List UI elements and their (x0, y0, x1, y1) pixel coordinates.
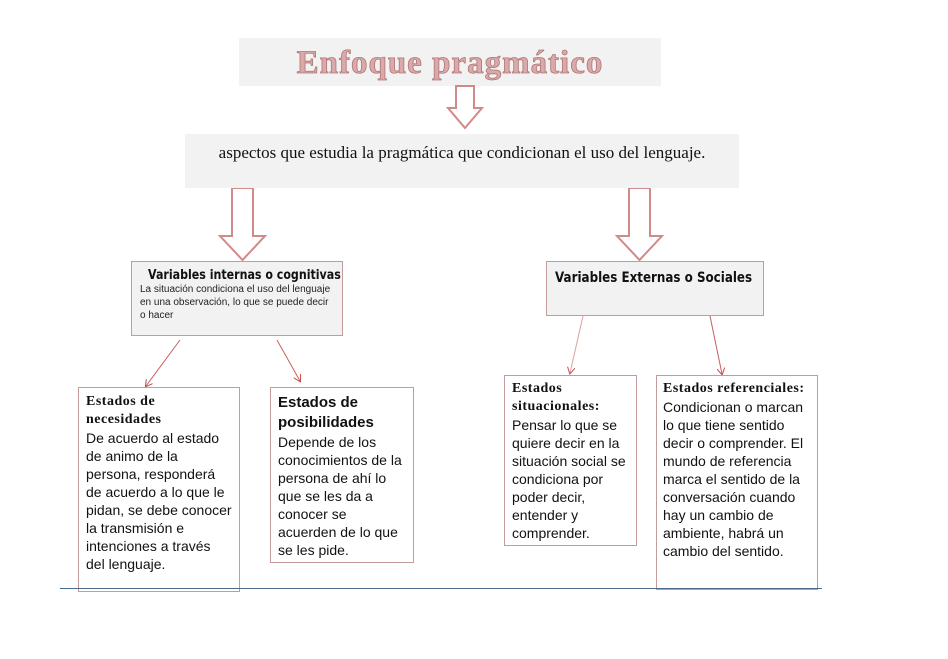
external-variables-box (546, 261, 764, 316)
situational-text: Pensar lo que se quiere decir en la situación social se condiciona por poder decir, entender y comprender. (512, 417, 626, 541)
external-heading: Variables Externas o Sociales (555, 270, 753, 286)
needs-box (78, 387, 240, 592)
connector-line (277, 340, 300, 381)
situational-heading: Estados situacionales: (512, 381, 600, 414)
connector-line (710, 316, 722, 374)
subtitle-box (185, 134, 739, 188)
referential-text: Condicionan o marcan lo que tiene sentido decir o comprender. El mundo de referencia marca el sentido de la conversación cuando hay un cambio de ambiente, habrá un cambio del sentido. (663, 399, 804, 559)
referential-heading: Estados referenciales: (663, 381, 805, 396)
needs-heading: Estados de necesidades (86, 394, 162, 427)
down-arrow-icon (617, 188, 662, 260)
referential-box (656, 375, 818, 590)
possibilities-heading: Estados de posibilidades (278, 394, 374, 431)
connector-line (570, 316, 583, 373)
internal-heading: Variables internas o cognitivas (148, 268, 341, 283)
page-title: Enfoque pragmático (296, 45, 604, 81)
internal-variables-box (131, 261, 343, 336)
internal-text: La situación condiciona el uso del lenguaje en una observación, lo que se puede decir o hacer (140, 284, 331, 321)
down-arrow-icon (220, 188, 265, 260)
possibilities-text: Depende de los conocimientos de la persona de ahí lo que se les da a conocer se acuerden de lo que se les pide. (278, 434, 402, 558)
baseline-divider (60, 588, 822, 589)
down-arrow-icon (448, 86, 482, 128)
subtitle-text: aspectos que estudia la pragmática que condicionan el uso del lenguaje. (218, 143, 706, 162)
situational-box (504, 375, 637, 546)
connector-line (146, 340, 180, 386)
needs-text: De acuerdo al estado de animo de la persona, responderá de acuerdo a lo que le pidan, se debe conocer la transmisión e intenciones a través del lenguaje. (86, 430, 232, 572)
possibilities-box (270, 387, 414, 563)
